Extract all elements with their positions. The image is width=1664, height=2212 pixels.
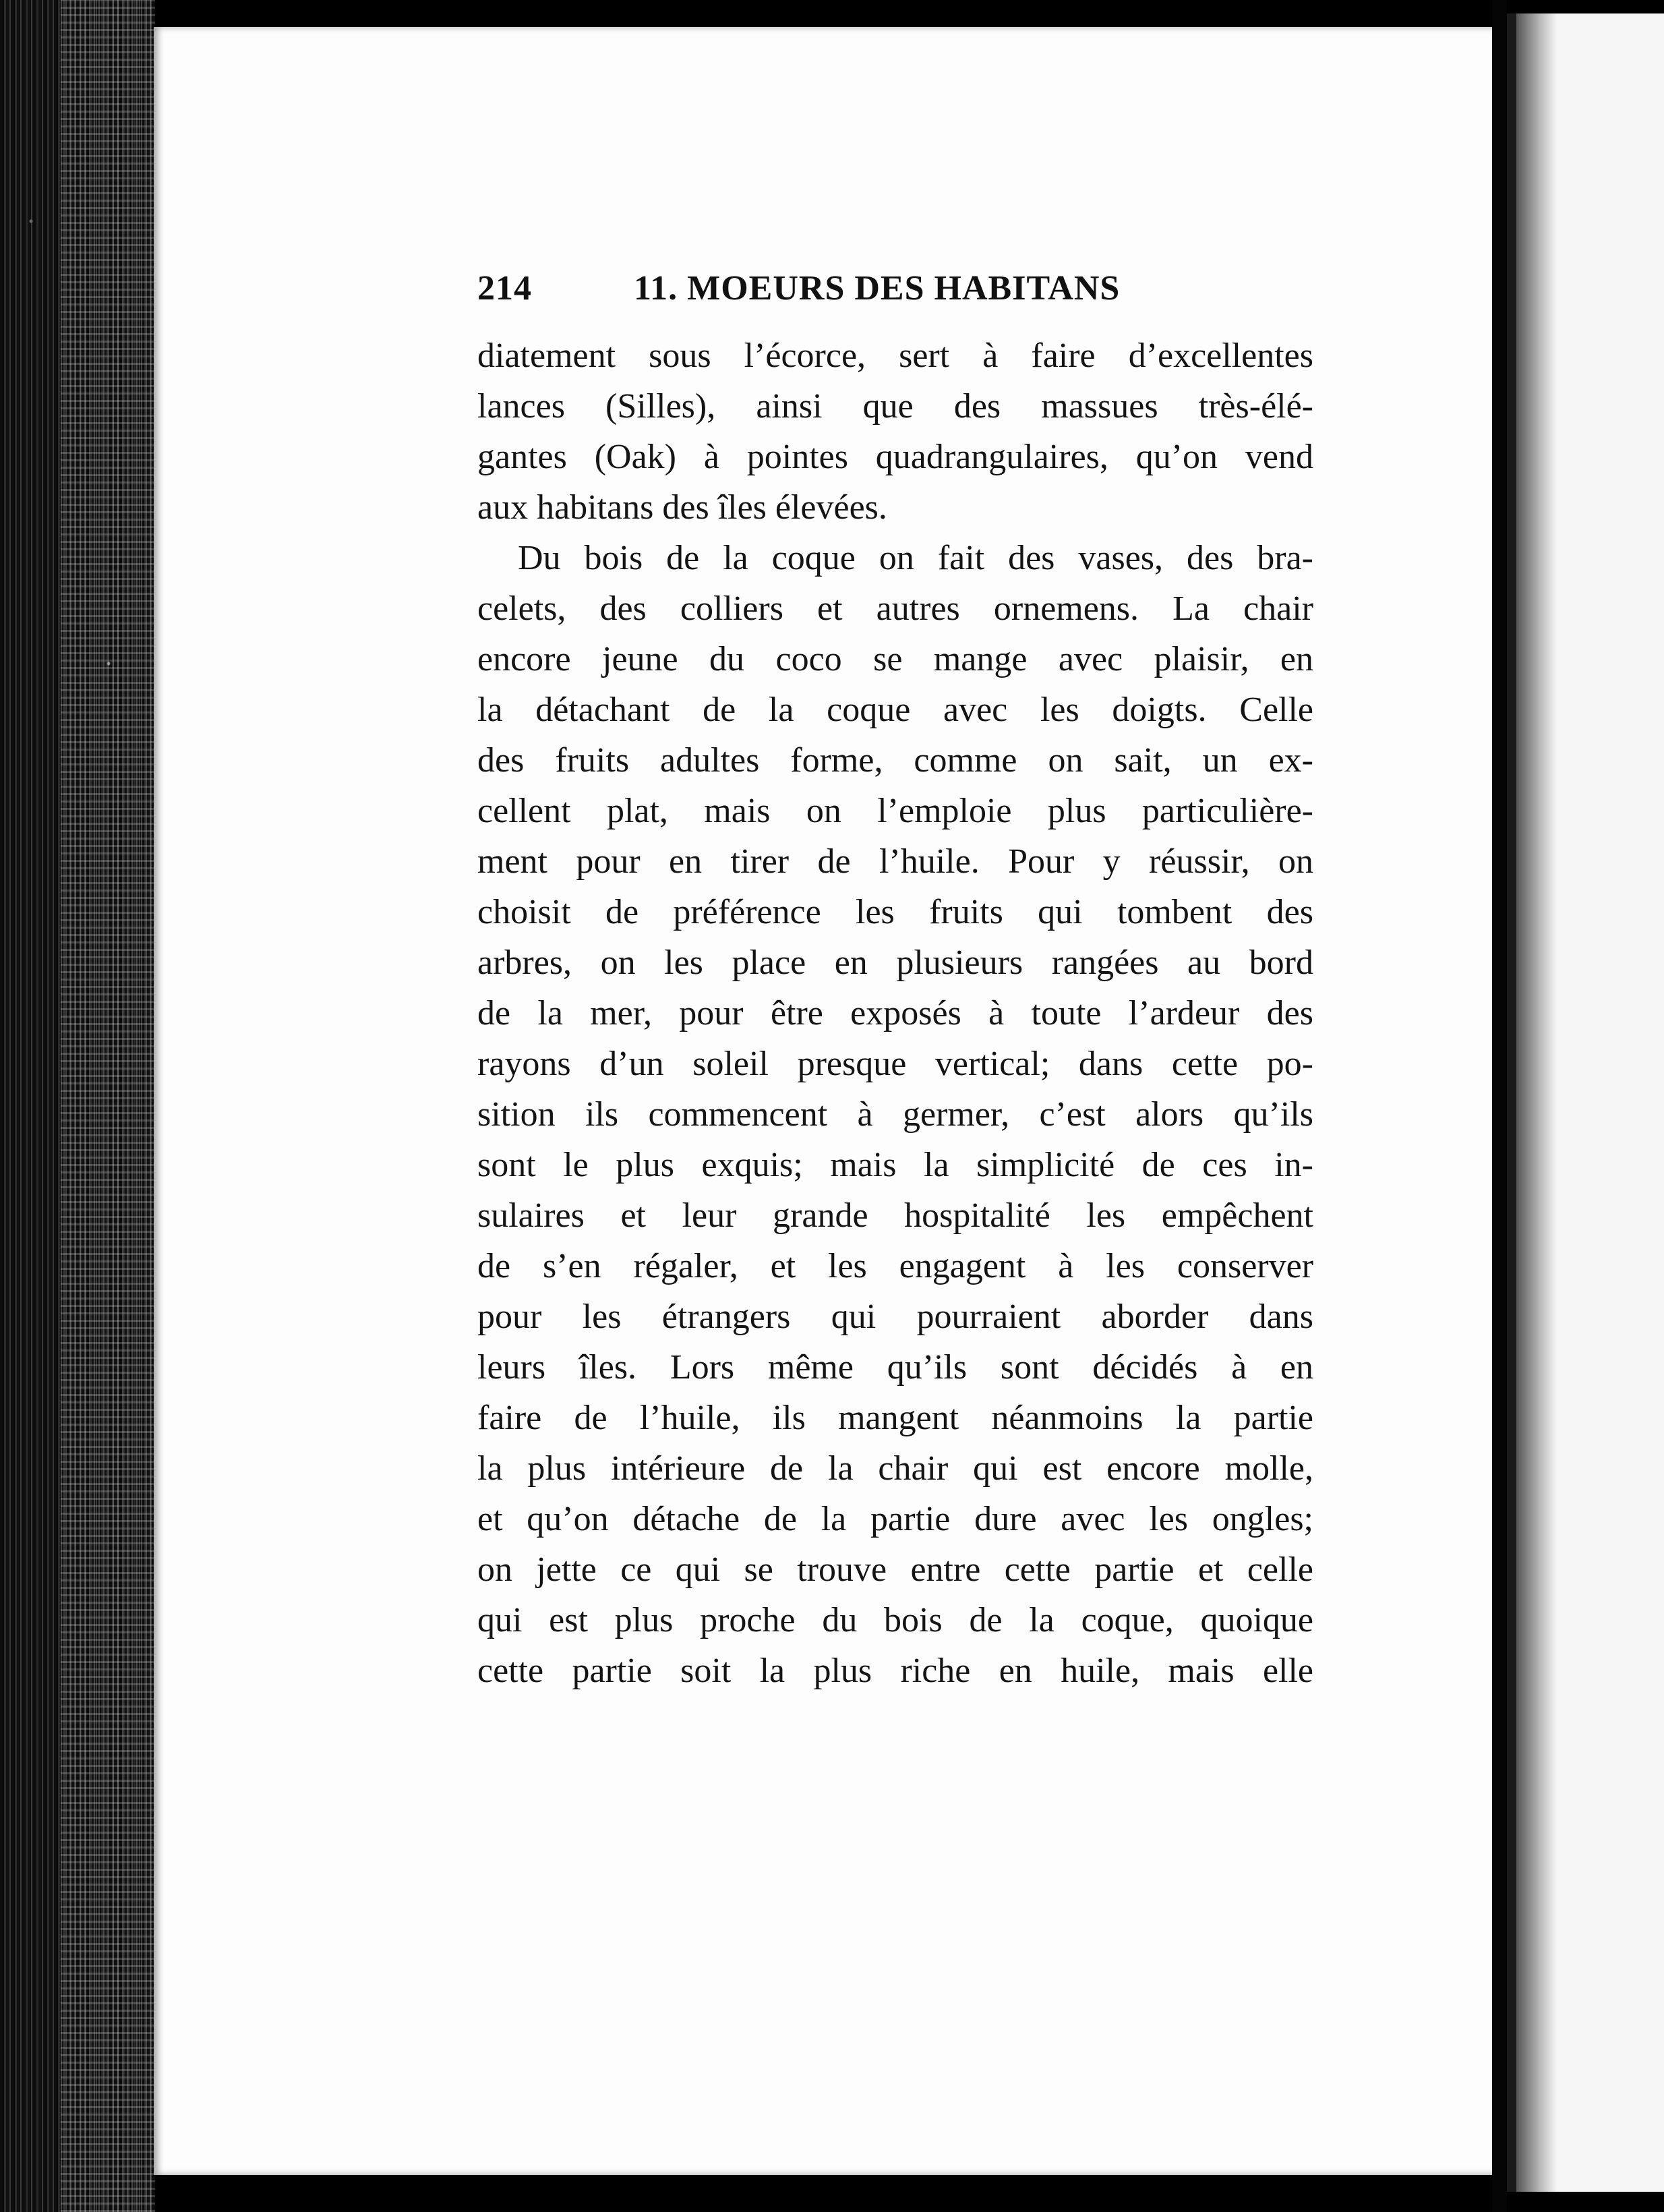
text-line: sulaires et leur grande hospitalité les empêchent	[477, 1196, 1313, 1235]
text-line: Du bois de la coque on fait des vases, des bra-	[518, 539, 1313, 577]
text-line: cellent plat, mais on l’emploie plus particulière-	[477, 792, 1313, 830]
text-line: faire de l’huile, ils mangent néanmoins la partie	[477, 1399, 1313, 1437]
text-line: arbres, on les place en plusieurs rangées au bord	[477, 943, 1313, 982]
facing-page-shadow	[1516, 13, 1557, 2192]
text-line: celets, des colliers et autres ornemens. La chair	[477, 589, 1313, 628]
text-line: choisit de préférence les fruits qui tombent des	[477, 893, 1313, 931]
text-line: gantes (Oak) à pointes quadrangulaires, qu’on vend	[477, 438, 1313, 476]
page-number: 214	[477, 269, 532, 308]
text-line: de la mer, pour être exposés à toute l’ardeur des	[477, 994, 1313, 1032]
text-line: ment pour en tirer de l’huile. Pour y réussir, on	[477, 842, 1313, 881]
text-line: diatement sous l’écorce, sert à faire d’excellentes	[477, 337, 1313, 375]
text-line: aux habitans des îles élevées.	[477, 488, 887, 527]
facing-page-edge	[1507, 13, 1664, 2192]
text-line: encore jeune du coco se mange avec plaisir, en	[477, 640, 1313, 678]
text-line: cette partie soit la plus riche en huile, mais elle	[477, 1652, 1313, 1690]
text-line: de s’en régaler, et les engagent à les conserver	[477, 1247, 1313, 1285]
text-line: leurs îles. Lors même qu’ils sont décidés à en	[477, 1348, 1313, 1387]
scan-left-edge	[0, 0, 155, 2212]
running-title: 11. MOEURS DES HABITANS	[634, 269, 1121, 308]
text-line: sition ils commencent à germer, c’est alors qu’ils	[477, 1095, 1313, 1134]
scan-noise	[61, 0, 155, 2212]
body-text	[477, 330, 1313, 1696]
text-line: qui est plus proche du bois de la coque, quoique	[477, 1601, 1313, 1639]
text-line: la plus intérieure de la chair qui est encore molle,	[477, 1449, 1313, 1488]
text-line: des fruits adultes forme, comme on sait, un ex-	[477, 741, 1313, 780]
text-line: et qu’on détache de la partie dure avec les ongles;	[477, 1500, 1313, 1538]
text-line: rayons d’un soleil presque vertical; dans cette po-	[477, 1045, 1313, 1083]
text-line: on jette ce qui se trouve entre cette partie et celle	[477, 1550, 1313, 1589]
text-line: pour les étrangers qui pourraient aborder dans	[477, 1298, 1313, 1336]
page-gutter	[1492, 0, 1507, 2212]
running-header	[477, 268, 1145, 316]
text-line: lances (Silles), ainsi que des massues très-élé-	[477, 387, 1313, 426]
text-line: sont le plus exquis; mais la simplicité de ces in-	[477, 1146, 1313, 1184]
text-line: la détachant de la coque avec les doigts. Celle	[477, 691, 1313, 729]
